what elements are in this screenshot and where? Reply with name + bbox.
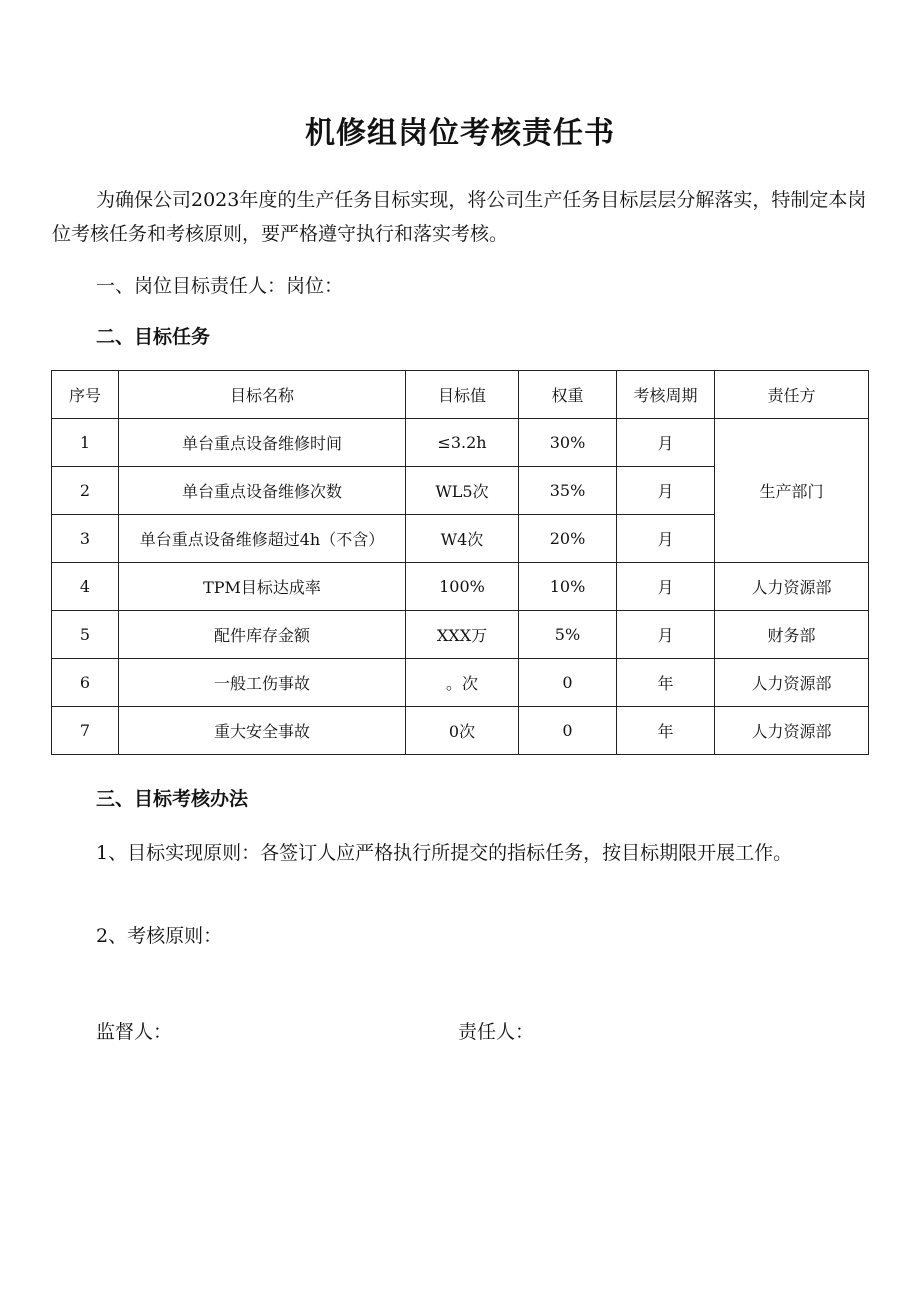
cell-target-value: XXX万 xyxy=(406,611,519,659)
cell-target-name: 单台重点设备维修超过4h（不含） xyxy=(119,515,406,563)
cell-period: 月 xyxy=(617,611,715,659)
cell-weight: 10% xyxy=(519,563,617,611)
cell-target-name: 单台重点设备维修时间 xyxy=(119,419,406,467)
cell-weight: 5% xyxy=(519,611,617,659)
cell-period: 年 xyxy=(617,659,715,707)
target-task-table xyxy=(51,370,869,755)
table-row xyxy=(52,707,869,755)
cell-target-name: 一般工伤事故 xyxy=(119,659,406,707)
cell-owner: 生产部门 xyxy=(715,419,869,563)
header-period: 考核周期 xyxy=(617,371,715,419)
header-target-name: 目标名称 xyxy=(119,371,406,419)
cell-period: 年 xyxy=(617,707,715,755)
cell-owner: 人力资源部 xyxy=(715,563,869,611)
cell-target-value: 100% xyxy=(406,563,519,611)
cell-no: 4 xyxy=(52,563,119,611)
cell-period: 月 xyxy=(617,467,715,515)
cell-period: 月 xyxy=(617,419,715,467)
cell-weight: 35% xyxy=(519,467,617,515)
cell-no: 5 xyxy=(52,611,119,659)
table-row xyxy=(52,611,869,659)
table-row xyxy=(52,563,869,611)
cell-target-name: 单台重点设备维修次数 xyxy=(119,467,406,515)
section-assessment-method-heading: 三、目标考核办法 xyxy=(96,788,249,810)
section-target-tasks-heading: 二、目标任务 xyxy=(96,326,211,348)
header-owner: 责任方 xyxy=(715,371,869,419)
cell-period: 月 xyxy=(617,515,715,563)
cell-no: 1 xyxy=(52,419,119,467)
cell-target-name: TPM目标达成率 xyxy=(119,563,406,611)
cell-owner: 财务部 xyxy=(715,611,869,659)
cell-owner: 人力资源部 xyxy=(715,659,869,707)
rule-target-principle: 1、目标实现原则：各签订人应严格执行所提交的指标任务，按目标期限开展工作。 xyxy=(96,842,793,864)
cell-period: 月 xyxy=(617,563,715,611)
cell-target-value: ≤3.2h xyxy=(406,419,519,467)
cell-owner: 人力资源部 xyxy=(715,707,869,755)
intro-paragraph: 为确保公司2023年度的生产任务目标实现，将公司生产任务目标层层分解落实，特制定本岗位考核任务和考核原则，要严格遵守执行和落实考核。 xyxy=(52,189,867,245)
cell-target-value: 0次 xyxy=(406,707,519,755)
rule-assessment-principle: 2、考核原则： xyxy=(96,925,223,947)
table-row xyxy=(52,419,869,467)
header-weight: 权重 xyxy=(519,371,617,419)
cell-target-value: W4次 xyxy=(406,515,519,563)
header-no: 序号 xyxy=(52,371,119,419)
table-header-row xyxy=(52,371,869,419)
cell-no: 3 xyxy=(52,515,119,563)
document-title: 机修组岗位考核责任书 xyxy=(305,116,615,151)
supervisor-signature-label: 监督人： xyxy=(96,1021,173,1043)
cell-weight: 20% xyxy=(519,515,617,563)
cell-weight: 0 xyxy=(519,707,617,755)
section-responsible-person: 一、岗位目标责任人：岗位： xyxy=(96,275,344,297)
header-target-value: 目标值 xyxy=(406,371,519,419)
responsible-signature-label: 责任人： xyxy=(458,1021,535,1043)
cell-weight: 30% xyxy=(519,419,617,467)
cell-target-name: 配件库存金额 xyxy=(119,611,406,659)
cell-target-value: 。次 xyxy=(406,659,519,707)
cell-target-name: 重大安全事故 xyxy=(119,707,406,755)
table-row xyxy=(52,659,869,707)
cell-no: 7 xyxy=(52,707,119,755)
cell-target-value: WL5次 xyxy=(406,467,519,515)
cell-weight: 0 xyxy=(519,659,617,707)
cell-no: 2 xyxy=(52,467,119,515)
cell-no: 6 xyxy=(52,659,119,707)
